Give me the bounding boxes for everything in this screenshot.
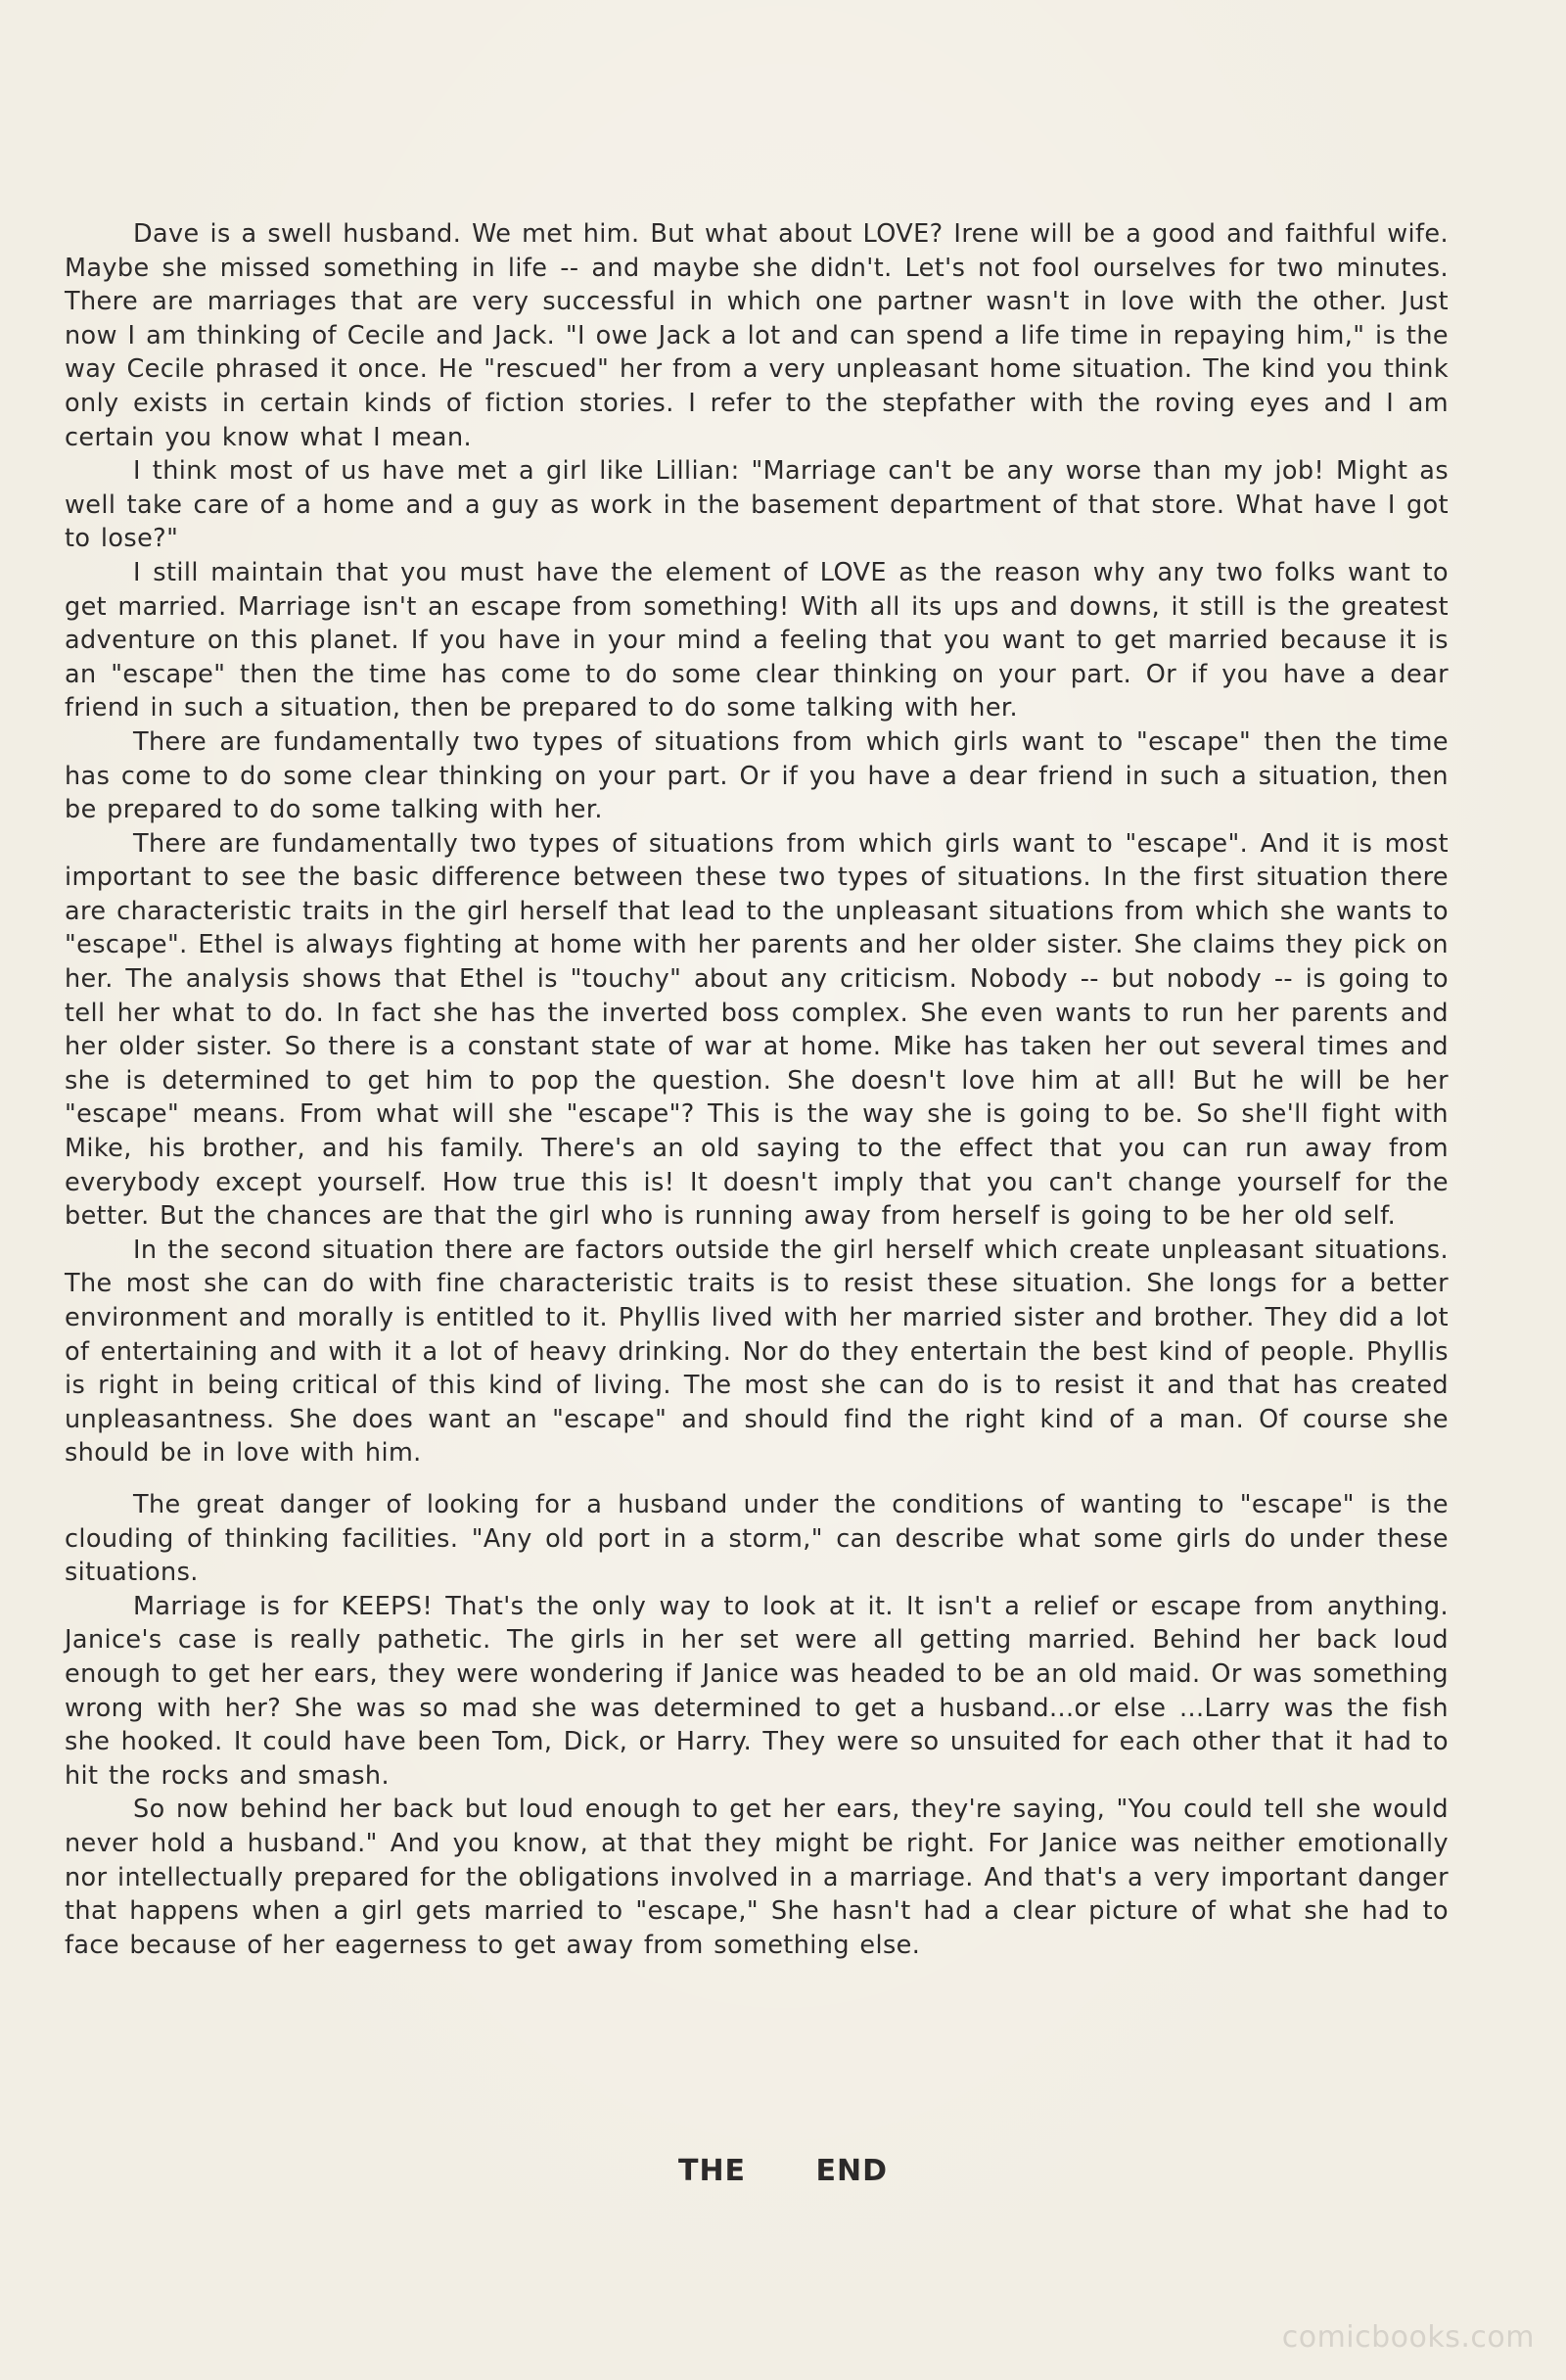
paragraph-lillian: I think most of us have met a girl like Lillian: "Marriage can't be any worse than my job! Might as well take care of a home and a guy as work in the basement department of that store. What have I got to lose?" xyxy=(65,456,1449,554)
article-text xyxy=(65,217,1449,1962)
paragraph-dave-irene: Dave is a swell husband. We met him. But what about LOVE? Irene will be a good and faithful wife. Maybe she missed something in life -- and maybe she didn't. Let's not fool ourselves for two minutes. There are marriages that are very successful in which one partner wasn't in love with the other. Just now I am thinking of Cecile and Jack. "I owe Jack a lot and can spend a life time in repaying him," is the way Cecile phrased it once. He "rescued" her from a very unpleasant home situation. The kind you think only exists in certain kinds of fiction stories. I refer to the stepfather with the roving eyes and I am certain you know what I mean. xyxy=(65,219,1449,452)
watermark: comicbooks.com xyxy=(1281,2320,1535,2355)
paragraph-janice: Marriage is for KEEPS! That's the only way to look at it. It isn't a relief or escape from anything. Janice's case is really pathetic. The girls in her set were all getting married. Behind her back loud enough to get her ears, they were wondering if Janice was headed to be an old maid. Or was something wrong with her? She was so mad she was determined to get a husband...or else ...Larry was the fish she hooked. It could have been Tom, Dick, or Harry. They were so unsuited for each other that it had to hit the rocks and smash. xyxy=(65,1591,1449,1791)
paragraph-two-types-intro: There are fundamentally two types of situations from which girls want to "escape" then the time has come to do some clear thinking on your part. Or if you have a dear friend in such a situation, then be prepared to do some talking with her. xyxy=(65,726,1449,825)
paragraph-element-of-love: I still maintain that you must have the element of LOVE as the reason why any two folks want to get married. Marriage isn't an escape from something! With all its ups and downs, it still is the greatest adventure on this planet. If you have in your mind a feeling that you want to get married because it is an "escape" then the time has come to do some clear thinking on your part. Or if you have a dear friend in such a situation, then be prepared to do some talking with her. xyxy=(65,557,1449,723)
paragraph-phyllis: In the second situation there are factors outside the girl herself which create unpleasant situations. The most she can do with fine characteristic traits is to resist these situation. She longs for a better environment and morally is entitled to it. Phyllis lived with her married sister and brother. They did a lot of entertaining and with it a lot of heavy drinking. Nor do they entertain the best kind of people. Phyllis is right in being critical of this kind of living. The most she can do is to resist it and that has created unpleasantness. She does want an "escape" and should find the right kind of a man. Of course she should be in love with him. xyxy=(65,1235,1449,1469)
paragraph-great-danger: The great danger of looking for a husband under the conditions of wanting to "escape" is the clouding of thinking facilities. "Any old port in a storm," can describe what some girls do under these situations. xyxy=(65,1489,1449,1588)
paragraph-janice-conclusion: So now behind her back but loud enough to get her ears, they're saying, "You could tell she would never hold a husband." And you know, at that they might be right. For Janice was neither emotionally nor intellectually prepared for the obligations involved in a marriage. And that's a very important danger that happens when a girl gets married to "escape," She hasn't had a clear picture of what she had to face because of her eagerness to get away from something else. xyxy=(65,1795,1449,1960)
paragraph-ethel: There are fundamentally two types of situations from which girls want to "escape". And it is most important to see the basic difference between these two types of situations. In the first situation there are characteristic traits in the girl herself that lead to the unpleasant situations from which she wants to "escape". Ethel is always fighting at home with her parents and her older sister. She claims they pick on her. The analysis shows that Ethel is "touchy" about any criticism. Nobody -- but nobody -- is going to tell her what to do. In fact she has the inverted boss complex. She even wants to run her parents and her older sister. So there is a constant state of war at home. Mike has taken her out several times and she is determined to get him to pop the question. She doesn't love him at all! But he will be her "escape" means. From what will she "escape"? This is the way she is going to be. So she'll fight with Mike, his brother, and his family. There's an old saying to the effect that you can run away from everybody except yourself. How true this is! It doesn't imply that you can't change yourself for the better. But the chances are that the girl who is running away from herself is going to be her old self. xyxy=(65,828,1449,1232)
the-end-heading: THE END xyxy=(677,2154,888,2188)
